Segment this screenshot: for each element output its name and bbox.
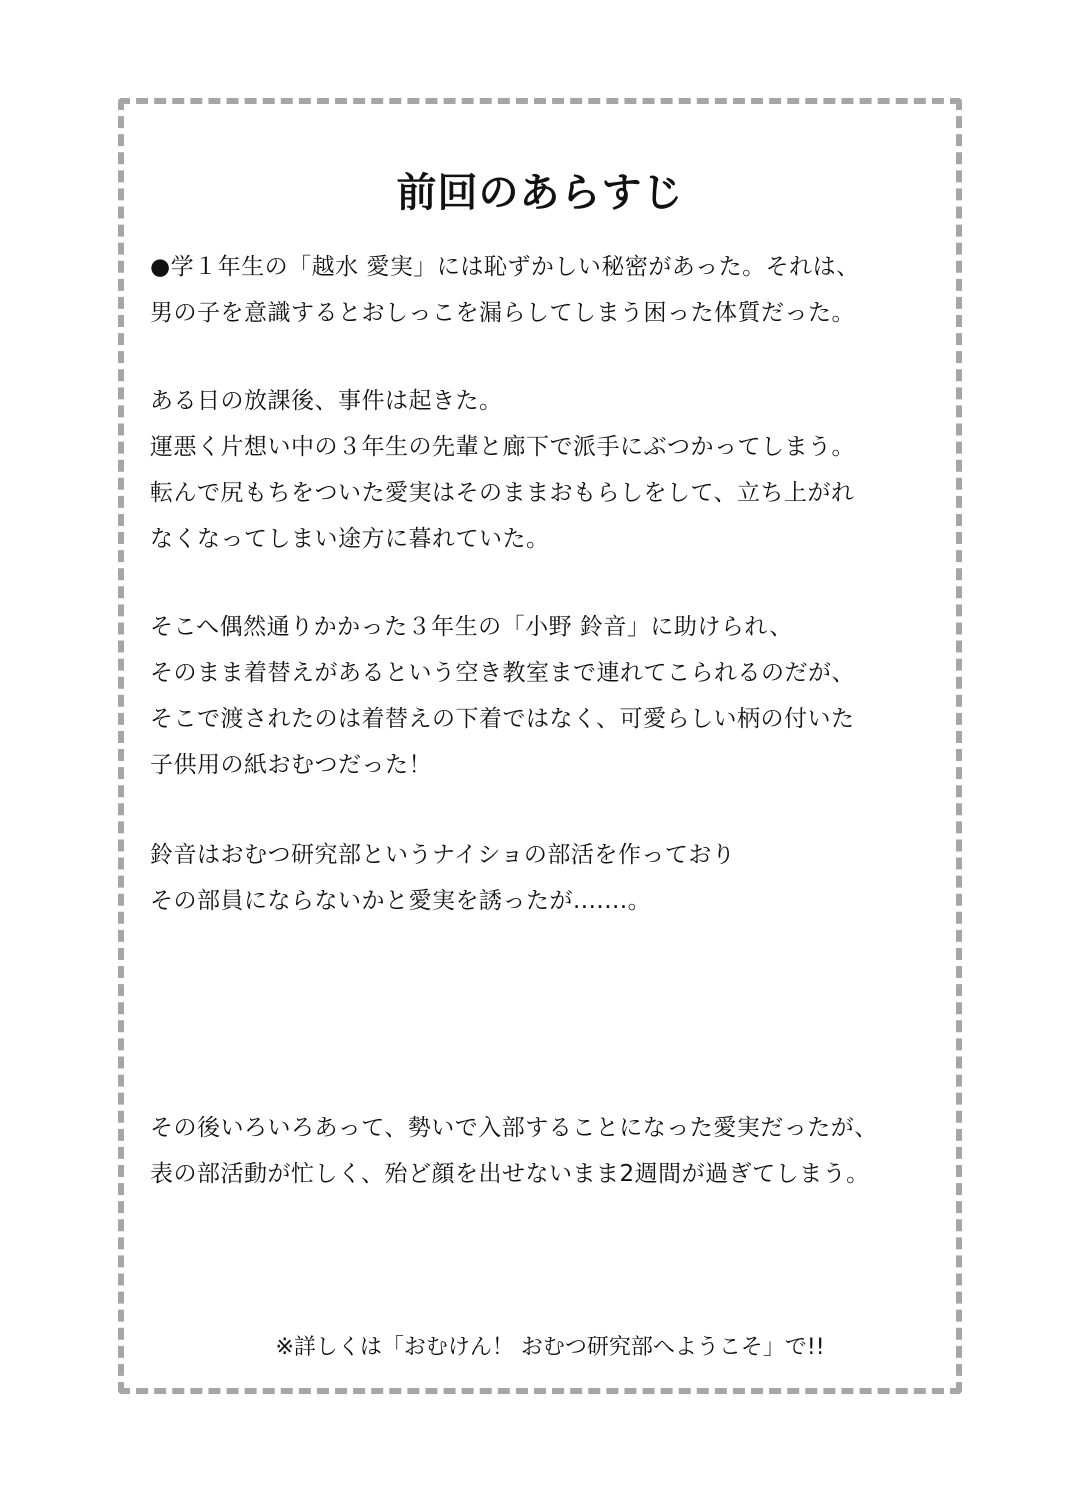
synopsis-line: 鈴音はおむつ研究部というナイショの部活を作っており <box>150 842 736 868</box>
synopsis-line: 運悪く片想い中の３年生の先輩と廊下で派手にぶつかってしまう。 <box>150 434 855 460</box>
synopsis-paragraph-4 <box>150 832 950 924</box>
synopsis-line: 表の部活動が忙しく、殆ど顔を出せないまま2週間が過ぎてしまう。 <box>150 1161 870 1187</box>
synopsis-paragraph-5 <box>150 1105 950 1197</box>
synopsis-line: 転んで尻もちをついた愛実はそのままおもらしをして、立ち上がれ <box>150 480 855 506</box>
page-title: 前回のあらすじ <box>396 169 684 216</box>
synopsis-line: ●学１年生の「越水 愛実」には恥ずかしい秘密があった。それは、 <box>150 254 860 280</box>
synopsis-line: 男の子を意識するとおしっこを漏らしてしまう困った体質だった。 <box>150 300 855 326</box>
reference-note: ※詳しくは「おむけん！ おむつ研究部へようこそ」で!! <box>275 1335 825 1360</box>
synopsis-paragraph-3 <box>150 604 950 788</box>
synopsis-line: その部員にならないかと愛実を誘ったが.......。 <box>150 888 652 914</box>
synopsis-paragraph-1 <box>150 244 950 336</box>
synopsis-line: ある日の放課後、事件は起きた。 <box>150 388 503 414</box>
synopsis-line: そこへ偶然通りかかった３年生の「小野 鈴音」に助けられ、 <box>150 614 793 640</box>
synopsis-line: そこで渡されたのは着替えの下着ではなく、可愛らしい柄の付いた <box>150 706 855 732</box>
synopsis-paragraph-2 <box>150 378 950 562</box>
synopsis-line: そのまま着替えがあるという空き教室まで連れてこられるのだが、 <box>150 660 855 686</box>
synopsis-line: その後いろいろあって、勢いで入部することになった愛実だったが、 <box>150 1115 878 1141</box>
synopsis-line: なくなってしまい途方に暮れていた。 <box>150 526 550 552</box>
synopsis-line: 子供用の紙おむつだった！ <box>150 752 432 778</box>
